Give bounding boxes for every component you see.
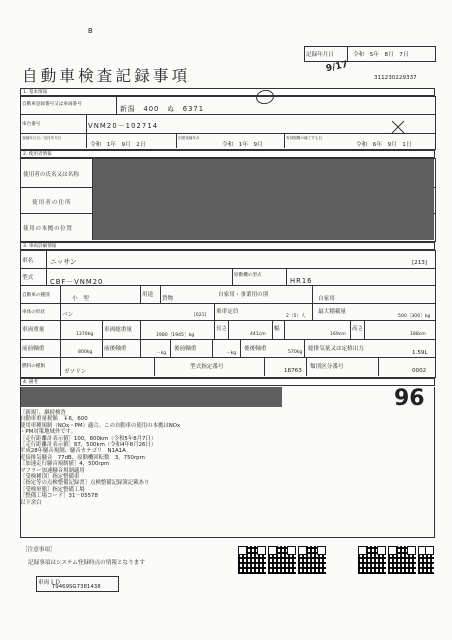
front-rear-axle-label: 前後軸重 [104,346,127,352]
section-3-heading: 3. 車両詳細情報 [23,244,57,249]
record-date-label: 記録年月日 [306,52,334,58]
height-label: 高さ [352,326,364,332]
document-number: 311230229337 [374,75,417,81]
maxload-label: 最大積載量 [318,309,346,315]
section-1-heading: 1. 基本情報 [23,90,48,95]
capacity-value: 2（5）人 [286,314,306,319]
rear-rear-axle-label: 後後軸重 [244,346,267,352]
handwritten-number: 96 [394,386,425,411]
remark-line: 近接排気騒音 77dB、原動機回転数 3，750rpm [20,454,145,461]
length-value: 441cm [250,332,266,337]
gross-weight-value: 1980［1945］kg [156,333,195,338]
shape-code: [021] [194,313,207,318]
remark-line: マフラー加速騒音規制適用 [20,467,85,474]
qr-code-icon [358,546,386,574]
qr-code-icon [298,546,326,574]
chassis-value: VNM20－102714 [88,122,159,130]
remarks-list [20,410,180,506]
model-label: 型式 [22,275,34,281]
fuel-label: 燃料の種類 [22,364,45,369]
model-value: CBF－VNM20 [50,278,104,286]
form-mark: B [88,27,93,35]
notes-text: 記録事項はシステム登録時点の情報となります [28,560,145,566]
front-front-axle-label: 前前軸重 [22,346,45,352]
remark-line: 使用車種規制（NOx・PM）適合。この自動車の使用の本拠はNOx [20,422,181,429]
remark-line: 平成28年騒音規制、騒音カテゴリ N1A1A [20,448,126,455]
width-label: 幅 [274,326,280,332]
user-address-label: 使用者の住所 [32,200,72,206]
length-label: 長さ [216,326,228,332]
qr-code-icon [418,546,434,574]
maker-value: ニッサン [50,258,77,266]
kind-label: 自動車の種別 [22,293,50,298]
section-2-heading: 2. 使用者情報 [23,152,52,157]
expiry-value: 令和 6年 9月 1日 [356,142,412,148]
width-value: 169cm [330,332,346,337]
use-label: 用途 [142,292,154,298]
chassis-label: 車台番号 [22,122,41,127]
remark-line: ［走行距離計表示値］100，800km（令和5年8月7日） [20,435,157,442]
remark-line: ［加速走行騒音規制値］4，500rpm [20,461,110,468]
remark-line: ［受検種別］指定整備車 [20,474,80,481]
first-year-label: 初度登録年月 [178,136,200,140]
maxload-value: 500［300］kg [398,314,431,319]
vehicle-id-value: T9469SG7381438 [52,584,101,590]
remark-line: ・PM対策地域外です。 [20,429,76,436]
user-name-label: 使用者の氏名又は名称 [23,172,79,178]
maker-label: 車名 [22,258,34,264]
reg-value: 新潟 400 ぬ 6371 [120,105,205,113]
private-label: 自家用・事業用の別 [218,292,269,298]
remark-line: ［指定等の点検整備記録書］点検整備記録簿記載あり [20,480,150,487]
handwritten-date: 9/17 [325,59,349,75]
engine-label: 原動機の型式 [234,273,262,278]
rear-rear-axle-value: 570kg [288,350,303,355]
front-front-axle-value: 800kg [78,350,93,355]
gross-weight-label: 車両総重量 [104,327,132,333]
private-value: 自家用 [318,296,335,302]
user-info-redaction [93,159,434,240]
notes-heading: ［注意事項］ [22,547,56,553]
engine-value: HR16 [290,277,313,285]
rear-front-axle-value: －kg [226,351,237,356]
handwritten-x-mark [390,119,406,135]
kind-value: 小 型 [72,296,89,302]
capacity-label: 乗車定員 [216,309,239,315]
remark-line: ［受検形態］指定整備工場 [20,486,85,493]
first-year-value: 令和 1年 9月 [222,142,263,148]
fuel-value: ガソリン [64,369,87,375]
class-value: 0002 [412,368,427,374]
base-location-label: 使用の本拠の位置 [23,226,73,232]
displacement-value: 1.59L [412,350,428,356]
shape-value: バン [62,312,74,318]
front-rear-axle-value: －kg [156,351,167,356]
displacement-label: 総排気量又は定格出力 [308,346,364,352]
weight-value: 1370kg [76,332,94,337]
expiry-label: 有効期間の満了する日 [286,136,322,140]
remark-line: ［新規］、継続検査 [20,410,66,416]
maker-code: [213] [412,260,428,266]
page-title: 自動車検査記録事項 [22,67,191,85]
record-date-value: 令和 5年 8月 7日 [353,52,409,58]
remark-line: 自動車重量税額 ￥6，600 [20,416,88,423]
first-reg-value: 令和 1年 9月 2日 [90,142,146,148]
remarks-redaction [20,387,282,407]
shape-label: 車体の形状 [22,310,45,315]
remark-line: ［走行距離計表示値］87，500km（令和4年8月26日） [20,442,157,449]
remark-line: ［整備工場コード］31－05578 [20,493,98,500]
qr-code-icon [268,546,296,574]
class-label: 類別区分番号 [310,364,344,370]
qr-code-icon [388,546,416,574]
reg-label: 自動車登録番号又は車両番号 [22,102,82,107]
type-cert-value: 18763 [284,368,302,374]
height-value: 188cm [410,332,426,337]
type-cert-label: 型式指定番号 [190,364,224,370]
qr-code-icon [238,546,266,574]
vehicle-id-label: 車両ＩＤ [38,580,61,586]
use-value: 貨物 [162,296,174,302]
remark-line: 以下余白 [20,499,42,506]
section-4-heading: 4. 備考 [23,380,39,385]
first-reg-label: 登録年月日／交付年月日 [22,136,62,140]
weight-label: 車両重量 [22,327,45,333]
rear-front-axle-label: 後前軸重 [174,346,197,352]
